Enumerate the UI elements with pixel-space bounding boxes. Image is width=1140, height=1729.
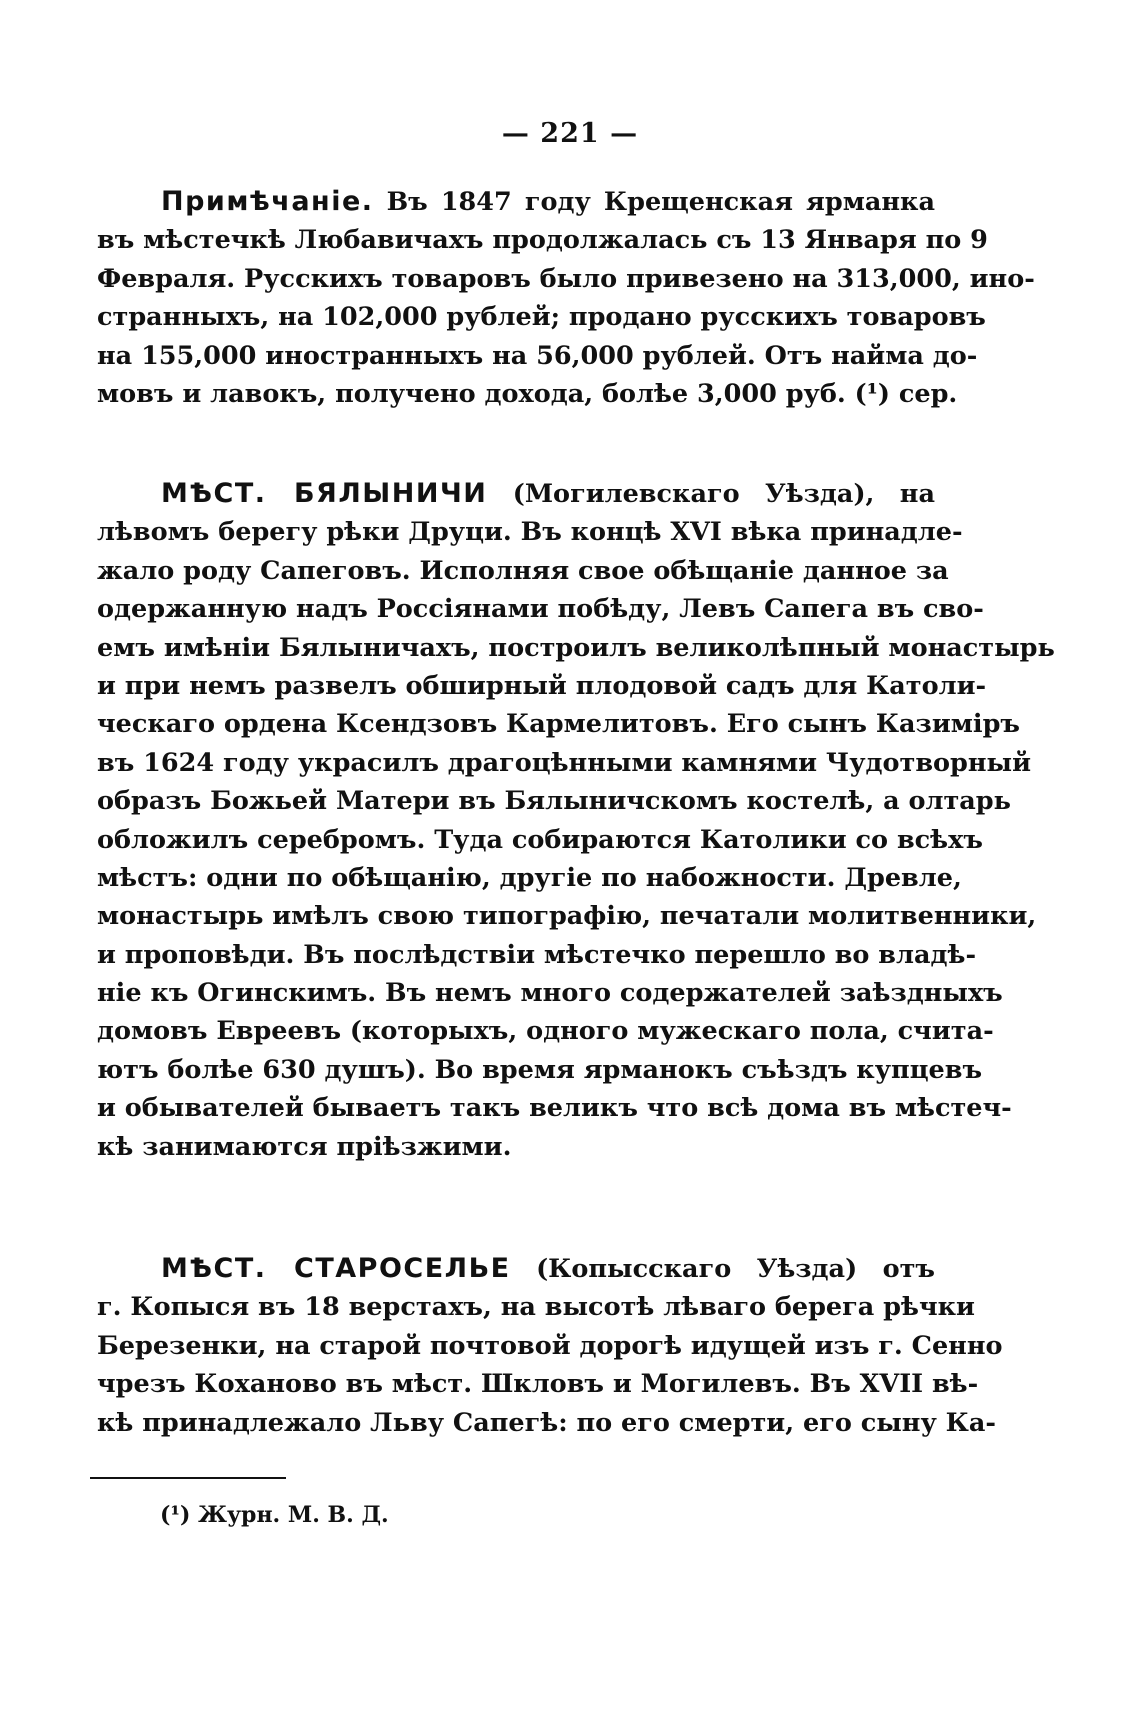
section-line: Березенки, на старой почтовой дорогѣ идущей изъ г. Сенно: [97, 1330, 1003, 1361]
section-line: лѣвомъ берегу рѣки Друци. Въ концѣ XVI вѣка принадле-: [97, 517, 963, 548]
section-heading: МѢСТ. СТАРОСЕЛЬЕ: [161, 1253, 511, 1284]
section-line: емъ имѣніи Бялыничахъ, построилъ великолѣпный монастырь: [97, 632, 1055, 663]
section-line: ческаго ордена Ксендзовъ Кармелитовъ. Его сынъ Казиміръ: [97, 709, 1020, 740]
section-line: г. Копыся въ 18 верстахъ, на высотѣ лѣваго берега рѣчки: [97, 1292, 975, 1323]
note-paragraph: [97, 183, 1035, 413]
note-line: Февраля. Русскихъ товаровъ было привезено на 313,000, ино-: [97, 263, 1035, 294]
note-line: мовъ и лавокъ, получено дохода, болѣе 3,000 руб. (¹) сер.: [97, 378, 958, 409]
footnote: (¹) Журн. М. В. Д.: [160, 1502, 389, 1528]
section-line: и обывателей бываетъ такъ великъ что всѣ дома въ мѣстеч-: [97, 1093, 1012, 1124]
note-line: Примѣчаніе. Въ 1847 году Крещенская ярманка: [161, 186, 935, 217]
section-line: и при немъ развелъ обширный плодовой садъ для Католи-: [97, 670, 987, 701]
section-line: обложилъ серебромъ. Туда собираются Католики со всѣхъ: [97, 824, 983, 855]
note-line: на 155,000 иностранныхъ на 56,000 рублей. Отъ найма до-: [97, 340, 978, 371]
section-line: въ 1624 году украсилъ драгоцѣнными камнями Чудотворный: [97, 747, 1032, 778]
note-line: въ мѣстечкѣ Любавичахъ продолжалась съ 13 Января по 9: [97, 225, 988, 256]
section-line: чрезъ Коханово въ мѣст. Шкловъ и Могилевъ. Въ XVII вѣ-: [97, 1369, 979, 1400]
section-line: монастырь имѣлъ свою типографію, печатали молитвенники,: [97, 901, 1037, 932]
section-line: ніе къ Огинскимъ. Въ немъ много содержателей заѣздныхъ: [97, 978, 1003, 1009]
note-heading: Примѣчаніе.: [161, 186, 374, 217]
section-line: одержанную надъ Россіянами побѣду, Левъ Сапега въ сво-: [97, 594, 984, 625]
section-line: и проповѣди. Въ послѣдствіи мѣстечко перешло во владѣ-: [97, 939, 977, 970]
section-staroselye: [97, 1250, 1003, 1442]
section-line: мѣстъ: одни по обѣщанію, другіе по набожности. Древле,: [97, 862, 962, 893]
section-line: ютъ болѣе 630 душъ). Во время ярманокъ съѣздъ купцевъ: [97, 1054, 983, 1085]
section-line: МѢСТ. БЯЛЫНИЧИ (Могилевскаго Уѣзда), на: [161, 478, 935, 509]
page-number: — 221 —: [501, 118, 639, 149]
section-line: образъ Божьей Матери въ Бялыничскомъ костелѣ, а олтарь: [97, 786, 1011, 817]
section-heading: МѢСТ. БЯЛЫНИЧИ: [161, 478, 488, 509]
footnote-rule: [90, 1477, 286, 1479]
note-line: странныхъ, на 102,000 рублей; продано русскихъ товаровъ: [97, 302, 986, 333]
section-line: домовъ Евреевъ (которыхъ, одного мужескаго пола, счита-: [97, 1016, 994, 1047]
section-line: МѢСТ. СТАРОСЕЛЬЕ (Копысскаго Уѣзда) отъ: [161, 1253, 935, 1284]
section-line: жало роду Сапеговъ. Исполняя свое обѣщаніе данное за: [97, 555, 949, 586]
section-byalynichi: [97, 475, 1055, 1166]
section-line: кѣ принадлежало Льву Сапегѣ: по его смерти, его сыну Ка-: [97, 1407, 996, 1438]
section-line: кѣ занимаются пріѣзжими.: [97, 1131, 512, 1162]
